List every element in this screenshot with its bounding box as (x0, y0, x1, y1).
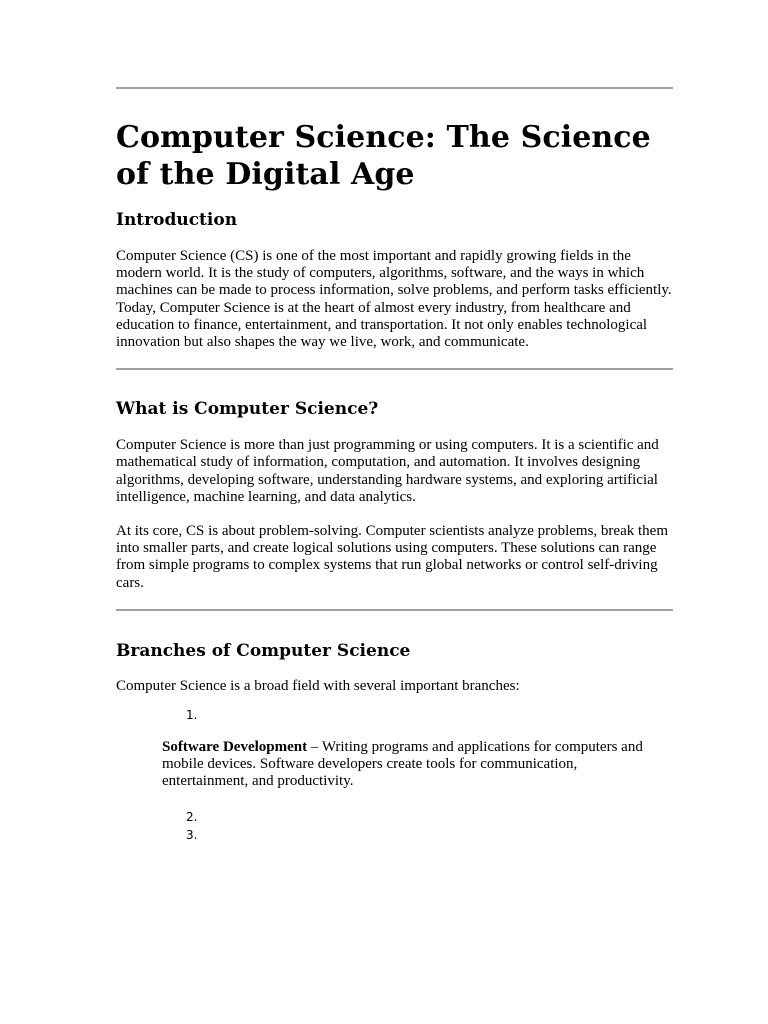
document-page (116, 0, 673, 844)
horizontal-rule (116, 609, 673, 611)
section-heading-introduction: Introduction (116, 210, 238, 230)
list-item-number: 3. (186, 827, 198, 842)
list-item-term: Software Development (162, 739, 308, 756)
list-item (116, 707, 673, 791)
what-is-cs-paragraph-1: Computer Science is more than just programming or using computers. It is a scientific and mathematical study of information, computation, and automation. It involves designing algorithms, developing software, understanding hardware systems, and exploring artificial intelligence, machine learning, and data analytics. (116, 437, 659, 505)
list-item-number: 1. (186, 708, 198, 723)
list-item-description: – Writing programs and applications for computers and mobile devices. Software developers create tools for communication, entertainment, and productivity. (162, 739, 643, 790)
section-heading-what-is-cs: What is Computer Science? (116, 399, 379, 420)
branches-list (116, 707, 673, 844)
document-title: Computer Science: The Science of the Digital Age (116, 120, 651, 192)
list-item (116, 809, 673, 826)
what-is-cs-paragraph-2: At its core, CS is about problem-solving. Computer scientists analyze problems, break them into smaller parts, and create logical solutions using computers. These solutions can range from simple programs to complex systems that run global networks or control self-driving cars. (116, 523, 668, 591)
list-item-number: 2. (186, 809, 198, 824)
branches-intro-paragraph: Computer Science is a broad field with several important branches: (116, 677, 520, 694)
list-item (116, 827, 673, 844)
introduction-paragraph: Computer Science (CS) is one of the most important and rapidly growing fields in the modern world. It is the study of computers, algorithms, software, and the ways in which machines can be made to process information, solve problems, and perform tasks efficiently. Today, Computer Science is at the heart of almost every industry, from healthcare and education to finance, entertainment, and transportation. It not only enables technological innovation but also shapes the way we live, work, and communicate. (116, 248, 672, 351)
horizontal-rule (116, 368, 673, 370)
horizontal-rule (116, 87, 673, 89)
list-item-body (162, 739, 652, 791)
section-heading-branches: Branches of Computer Science (116, 640, 411, 661)
